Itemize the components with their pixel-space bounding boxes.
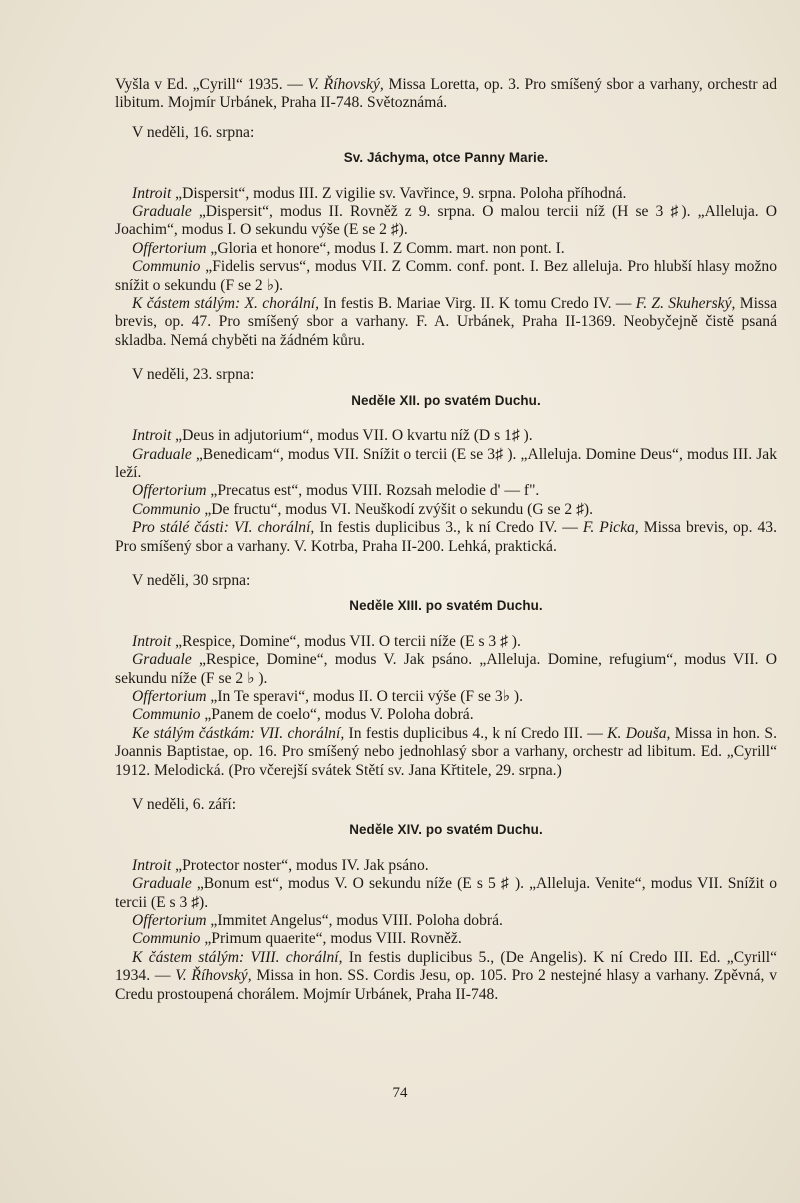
ordinary-line: K částem stálým: VIII. chorální, In festis duplicibus 5., (De Angelis). K ní Credo III. Ed. „Cyrill“ 1934. — V. Říhovský, Missa in hon. SS. Cordis Jesu, op. 105. Pro 2 nestejné hlasy a varhany. Zpěvná, v Credu prostoupená chorálem. Mojmír Urbánek, Praha II-748. [115,948,777,1003]
intro-composer: V. Říhovský, [307,76,384,93]
introit-line: Introit „Respice, Domine“, modus VII. O tercii níže (E s 3 ♯ ). [132,632,521,650]
introit-line: Introit „Deus in adjutorium“, modus VII. O kvartu níž (D s 1♯ ). [132,427,533,445]
communio-line: Communio „Primum quaerite“, modus VIII. Rovněž. [132,930,462,948]
intro-text: Vyšla v Ed. „Cyrill“ 1935. — [115,76,308,93]
graduale-line: Graduale „Respice, Domine“, modus V. Jak psáno. „Alleluja. Domine, refugium“, modus VII. O sekundu níže (F se 2 ♭ ). [115,651,777,687]
feast-title: Neděle XIII. po svatém Duchu. [349,598,543,614]
introit-line: Introit „Protector noster“, modus IV. Jak psáno. [132,856,429,874]
feast-title: Neděle XIV. po svatém Duchu. [349,822,543,838]
intro-paragraph [115,76,777,113]
ordinary-line: Ke stálým částkám: VII. chorální, In festis duplicibus 4., k ní Credo III. — K. Douša, Missa in hon. S. Joannis Baptistae, op. 16. Pro smíšený nebo jednohlasý sbor a varhany, orchestr ad libitum. Ed. „Cyrill“ 1912. Melodická. (Pro včerejší svátek Stětí sv. Jana Křtitele, 29. srpna.) [115,724,777,779]
sunday-heading: V neděli, 6. září: [132,796,237,813]
communio-line: Communio „Fidelis servus“, modus VII. Z Comm. conf. pont. I. Bez alleluja. Pro hlubší hlasy možno snížit o sekundu (F se 2 ♭). [115,258,777,294]
graduale-line: Graduale „Dispersit“, modus II. Rovněž z 9. srpna. O malou tercii níž (H se 3 ♯). „Alleluja. O Joachim“, modus I. O sekundu výše (E se 2 ♯). [115,203,777,239]
ordinary-line: K částem stálým: X. chorální, In festis B. Mariae Virg. II. K tomu Credo IV. — F. Z. Skuherský, Missa brevis, op. 47. Pro smíšený sbor a varhany. F. A. Urbánek, Praha II-1369. Neobyčejně čistě psaná skladba. Nemá chyběti na žádném kůru. [115,295,777,349]
sunday-heading: V neděli, 30 srpna: [132,571,251,589]
offertorium-line: Offertorium „Gloria et honore“, modus I. Z Comm. mart. non pont. I. [132,239,565,257]
page-number: 74 [392,1085,408,1101]
feast-title: Sv. Jáchyma, otce Panny Marie. [343,150,549,166]
communio-line: Communio „Panem de coelo“, modus V. Poloha dobrá. [132,706,474,724]
sunday-heading: V neděli, 16. srpna: [132,123,255,141]
ordinary-line: Pro stálé části: VI. chorální, In festis duplicibus 3., k ní Credo IV. — F. Picka, Missa brevis, op. 43. Pro smíšený sbor a varhany. V. Kotrba, Praha II-200. Lehká, praktická. [115,519,777,555]
offertorium-line: Offertorium „Precatus est“, modus VIII. Rozsah melodie d' — f". [132,482,540,500]
intro-text-rest: Missa Loretta, op. 3. Pro smíšený sbor a varhany, orchestr ad libitum. Mojmír Urbánek, Praha II-748. Světoznámá. [115,76,777,112]
introit-line: Introit „Dispersit“, modus III. Z vigilie sv. Vavřince, 9. srpna. Poloha příhodná. [132,184,627,202]
communio-line: Communio „De fructu“, modus VI. Neuškodí zvýšit o sekundu (G se 2 ♯). [132,500,593,518]
graduale-line: Graduale „Benedicam“, modus VII. Snížit o tercii (E se 3♯ ). „Alleluja. Domine Deus“, modus III. Jak leží. [115,445,777,481]
page-content [115,76,777,1004]
sunday-heading: V neděli, 23. srpna: [132,366,255,384]
graduale-line: Graduale „Bonum est“, modus V. O sekundu níže (E s 5 ♯ ). „Alleluja. Venite“, modus VII. Snížit o tercii (E s 3 ♯). [115,875,777,911]
offertorium-line: Offertorium „Immitet Angelus“, modus VIII. Poloha dobrá. [132,912,503,930]
feast-title: Neděle XII. po svatém Duchu. [351,392,541,408]
offertorium-line: Offertorium „In Te speravi“, modus II. O tercii výše (F se 3♭ ). [132,687,523,705]
